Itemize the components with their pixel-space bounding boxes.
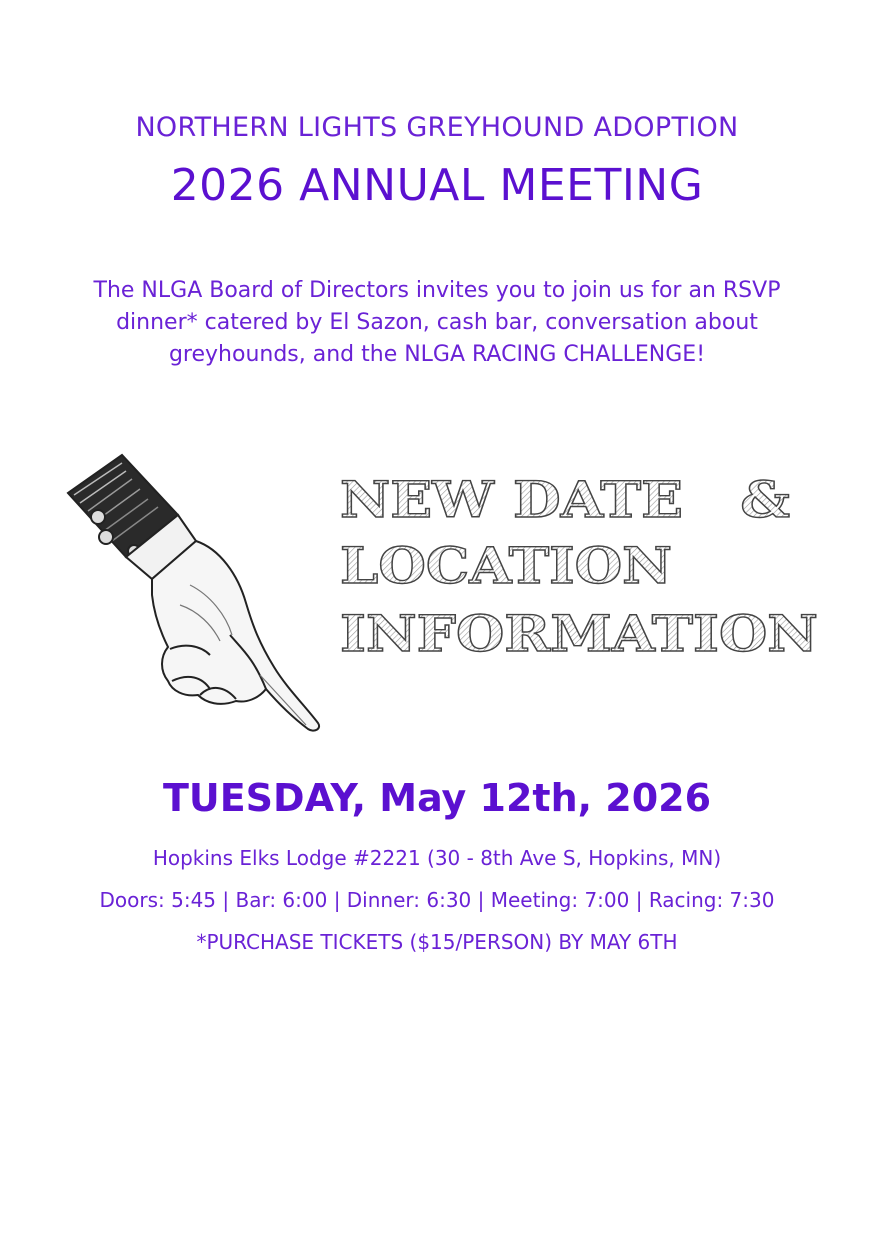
ticket-note: *PURCHASE TICKETS ($15/PERSON) BY MAY 6TH — [196, 930, 678, 954]
event-location: Hopkins Elks Lodge #2221 (30 - 8th Ave S, Hopkins, MN) — [152, 846, 722, 870]
pointing-hand-icon — [60, 445, 330, 735]
event-title: 2026 ANNUAL MEETING — [170, 160, 704, 211]
event-schedule: Doors: 5:45 | Bar: 6:00 | Dinner: 6:30 | Meeting: 7:00 | Racing: 7:30 — [99, 888, 775, 912]
banner-line-1: NEW DATE & — [340, 470, 790, 529]
new-date-location-banner — [335, 465, 825, 665]
event-date: TUESDAY, May 12th, 2026 — [162, 776, 712, 820]
organization-name: NORTHERN LIGHTS GREYHOUND ADOPTION — [135, 112, 739, 143]
banner-line-3: INFORMATION — [340, 604, 818, 663]
banner-line-2: LOCATION — [340, 536, 672, 595]
intro-text: The NLGA Board of Directors invites you to join us for an RSVP dinner* catered by El Sazon, cash bar, conversation about greyhounds, and the NLGA RACING CHALLENGE! — [93, 278, 781, 367]
